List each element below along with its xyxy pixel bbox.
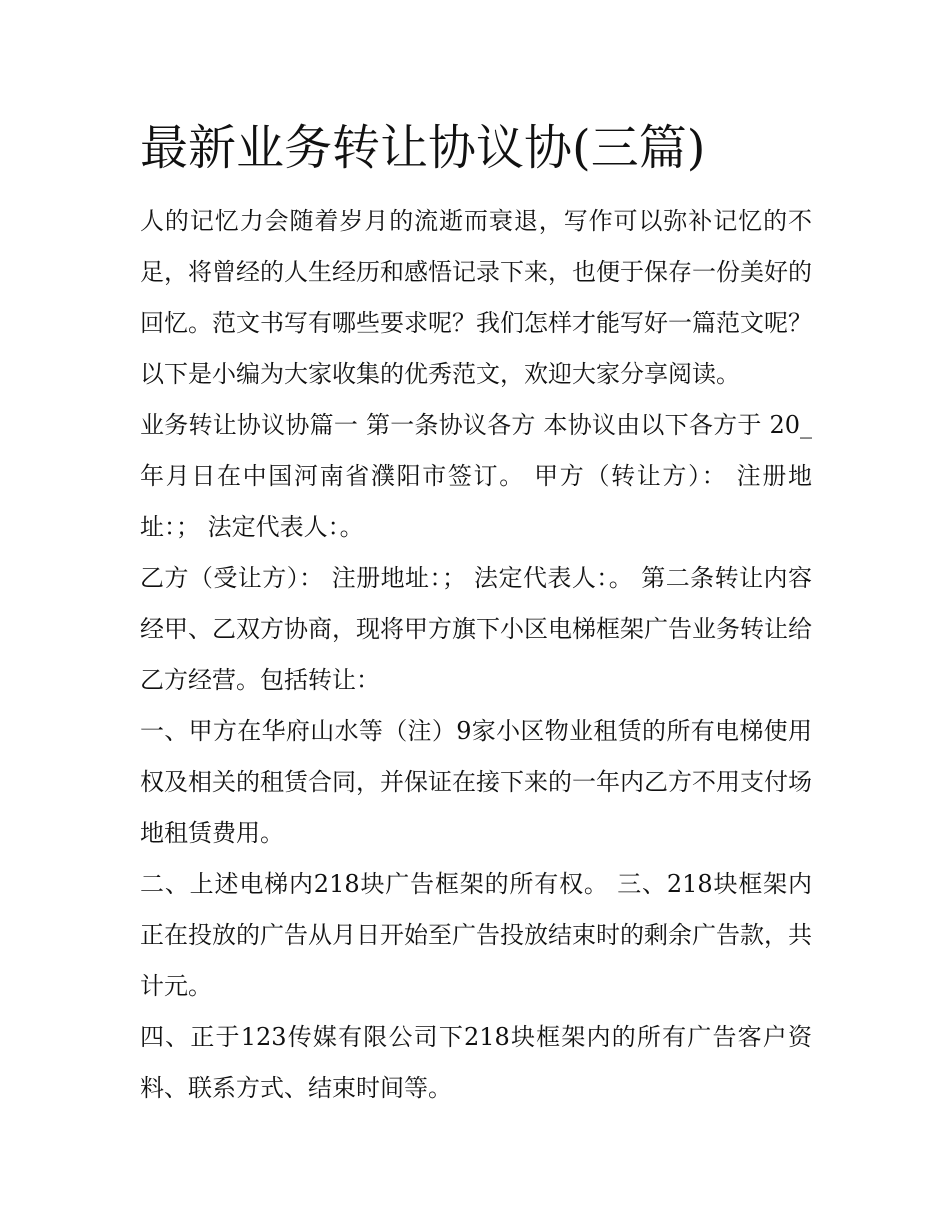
clause-one-paragraph: 一、甲方在华府山水等（注）9家小区物业租赁的所有电梯使用权及相关的租赁合同，并保证在接下来的一年内乙方不用支付场地租赁费用。 (140, 717, 812, 847)
clause-two-three-paragraph: 二、上述电梯内218块广告框架的所有权。 三、218块框架内正在投放的广告从月日开始至广告投放结束时的剩余广告款，共计元。 (140, 870, 812, 1000)
transfer-content-paragraph: 乙方（受让方）： 注册地址：； 法定代表人：。 第二条转让内容 经甲、乙双方协商，现将甲方旗下小区电梯框架广告业务转让给乙方经营。包括转让： (140, 564, 812, 694)
intro-paragraph: 人的记忆力会随着岁月的流逝而衰退，写作可以弥补记忆的不足，将曾经的人生经历和感悟记录下来，也便于保存一份美好的回忆。范文书写有哪些要求呢？我们怎样才能写好一篇范文呢？以下是小编为大家收集的优秀范文，欢迎大家分享阅读。 (140, 207, 812, 388)
document-title: 最新业务转让协议协(三篇) (140, 120, 706, 176)
clause-four-paragraph: 四、正于123传媒有限公司下218块框架内的所有广告客户资料、联系方式、结束时间等。 (140, 1023, 812, 1102)
agreement-parties-paragraph: 业务转让协议协篇一 第一条协议各方 本协议由以下各方于 20_年月日在中国河南省濮阳市签订。 甲方（转让方）： 注册地址：； 法定代表人：。 (140, 411, 812, 541)
document-body (140, 196, 812, 1114)
